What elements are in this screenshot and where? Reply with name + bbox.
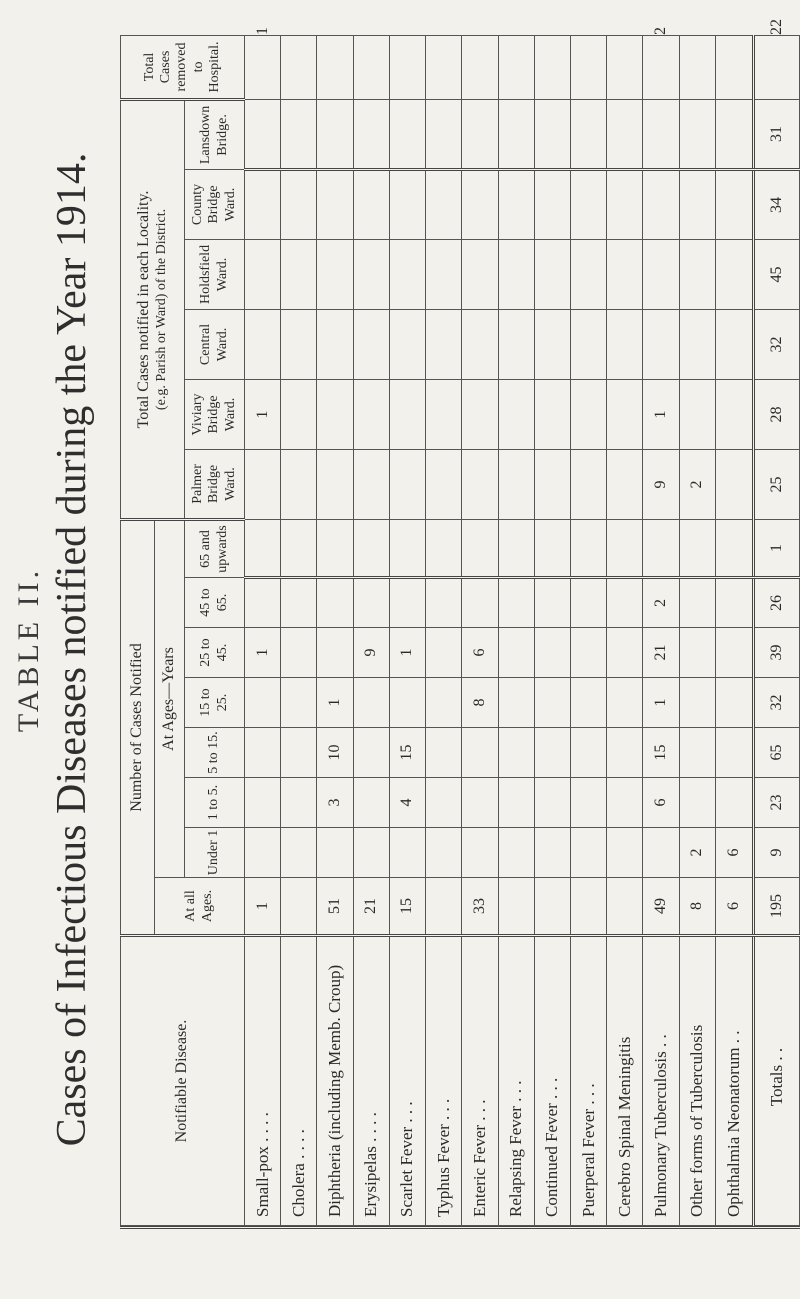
count-cell: [570, 35, 606, 99]
count-cell: [389, 35, 425, 99]
count-cell: [245, 239, 281, 309]
age-band-header: 1 to 5.: [185, 778, 245, 828]
count-cell: [534, 99, 570, 169]
count-cell: [679, 778, 715, 828]
disease-name: Scarlet Fever . . .: [389, 936, 425, 1226]
count-cell: [245, 519, 281, 577]
count-cell: 49: [643, 878, 679, 936]
locality-column-header: Lansdown Bridge.: [185, 99, 245, 169]
count-cell: 4: [389, 778, 425, 828]
count-cell: [679, 99, 715, 169]
count-cell: [389, 828, 425, 878]
table-row: Pulmonary Tuberculosis . . 49 6 15 1 21 2 9 1 2: [643, 35, 679, 1225]
count-cell: [426, 878, 462, 936]
count-cell: [353, 449, 389, 519]
total-cell: 23: [754, 778, 800, 828]
count-cell: [426, 449, 462, 519]
count-cell: [353, 678, 389, 728]
age-band-header: 25 to 45.: [185, 628, 245, 678]
count-cell: [534, 449, 570, 519]
count-cell: [281, 778, 317, 828]
count-cell: 2: [643, 578, 679, 628]
count-cell: [498, 678, 534, 728]
disease-name: Enteric Fever . . .: [462, 936, 498, 1226]
disease-name: Other forms of Tuberculosis: [679, 936, 715, 1226]
total-cell: 32: [754, 309, 800, 379]
total-cell: 34: [754, 169, 800, 239]
count-cell: [317, 35, 353, 99]
age-band-header: 5 to 15.: [185, 728, 245, 778]
count-cell: 1: [317, 678, 353, 728]
count-cell: [462, 169, 498, 239]
count-cell: [715, 628, 753, 678]
count-cell: 33: [462, 878, 498, 936]
count-cell: [607, 728, 643, 778]
count-cell: [643, 35, 679, 99]
count-cell: [426, 628, 462, 678]
locality-column-header: County Bridge Ward.: [185, 169, 245, 239]
count-cell: 6: [715, 828, 753, 878]
count-cell: [281, 239, 317, 309]
count-cell: [715, 449, 753, 519]
table-row: [426, 35, 462, 1225]
count-cell: [317, 519, 353, 577]
count-cell: 1: [245, 379, 281, 449]
disease-name: Cholera . . . .: [281, 936, 317, 1226]
count-cell: [498, 379, 534, 449]
count-cell: [245, 449, 281, 519]
locality-header: [121, 99, 185, 519]
locality-header-note: (e.g. Parish or Ward) of the District.: [153, 208, 169, 411]
count-cell: [317, 309, 353, 379]
table-row: [607, 35, 643, 1225]
count-cell: [534, 169, 570, 239]
total-cell: 45: [754, 239, 800, 309]
count-cell: [353, 309, 389, 379]
disease-name: Small-pox . . . .: [245, 936, 281, 1226]
total-cell: 65: [754, 728, 800, 778]
count-cell: [715, 728, 753, 778]
count-cell: [715, 778, 753, 828]
count-cell: [317, 828, 353, 878]
count-cell: [462, 728, 498, 778]
count-cell: [353, 99, 389, 169]
locality-column-header: Viviary Bridge Ward.: [185, 379, 245, 449]
table-row: Small-pox . . . . 1 1 1 1: [245, 35, 281, 1225]
count-cell: [498, 728, 534, 778]
count-cell: 8: [462, 678, 498, 728]
count-cell: 3: [317, 778, 353, 828]
count-cell: [534, 239, 570, 309]
all-ages-header: At all Ages.: [155, 878, 245, 936]
locality-column-header: Central Ward.: [185, 309, 245, 379]
count-cell: [570, 99, 606, 169]
count-cell: [570, 628, 606, 678]
count-cell: [389, 519, 425, 577]
count-cell: [353, 169, 389, 239]
count-cell: 1: [643, 379, 679, 449]
count-cell: [534, 628, 570, 678]
count-cell: [317, 169, 353, 239]
count-cell: [462, 578, 498, 628]
count-cell: [534, 519, 570, 577]
count-cell: [715, 169, 753, 239]
count-cell: [715, 578, 753, 628]
count-cell: [426, 309, 462, 379]
count-cell: [317, 628, 353, 678]
infectious-diseases-table: [120, 18, 800, 1226]
table-row: [570, 35, 606, 1225]
disease-name: Puerperal Fever . . .: [570, 936, 606, 1226]
total-cell: [754, 35, 800, 99]
disease-name: Erysipelas . . . .: [353, 936, 389, 1226]
count-cell: [426, 578, 462, 628]
count-cell: [462, 239, 498, 309]
age-band-header: Under 1: [185, 828, 245, 878]
count-cell: [643, 169, 679, 239]
table-row: [389, 35, 425, 1225]
total-cell: 32: [754, 678, 800, 728]
count-cell: [643, 239, 679, 309]
count-cell: [534, 678, 570, 728]
count-cell: [607, 99, 643, 169]
count-cell: [317, 449, 353, 519]
count-cell: [607, 309, 643, 379]
number-notified-header: Number of Cases Notified: [121, 519, 155, 935]
count-cell: [498, 578, 534, 628]
count-cell: [498, 239, 534, 309]
disease-header: Notifiable Disease.: [121, 936, 245, 1226]
count-cell: [281, 379, 317, 449]
count-cell: [281, 678, 317, 728]
count-cell: [426, 519, 462, 577]
count-cell: [426, 379, 462, 449]
count-cell: [643, 828, 679, 878]
table-title: Cases of Infectious Diseases notified during the Year 1914.: [49, 152, 95, 1147]
count-cell: [353, 379, 389, 449]
count-cell: [534, 35, 570, 99]
total-cell: 26: [754, 578, 800, 628]
disease-name: Relapsing Fever . . .: [498, 936, 534, 1226]
count-cell: [426, 728, 462, 778]
count-cell: [679, 628, 715, 678]
count-cell: [498, 828, 534, 878]
count-cell: [570, 449, 606, 519]
count-cell: [679, 309, 715, 379]
locality-column-header: Holdsfield Ward.: [185, 239, 245, 309]
count-cell: [715, 519, 753, 577]
count-cell: [353, 778, 389, 828]
count-cell: [570, 878, 606, 936]
count-cell: 9: [353, 628, 389, 678]
count-cell: [534, 309, 570, 379]
count-cell: [498, 169, 534, 239]
count-cell: [534, 778, 570, 828]
count-cell: [317, 379, 353, 449]
count-cell: [426, 828, 462, 878]
count-cell: [607, 678, 643, 728]
total-cell: 195: [754, 878, 800, 936]
count-cell: 51: [317, 878, 353, 936]
count-cell: [607, 169, 643, 239]
count-cell: [281, 578, 317, 628]
count-cell: [317, 239, 353, 309]
count-cell: [426, 678, 462, 728]
count-cell: [607, 449, 643, 519]
count-cell: 1: [643, 678, 679, 728]
count-cell: [570, 309, 606, 379]
count-cell: [570, 778, 606, 828]
count-cell: [353, 35, 389, 99]
count-cell: [643, 99, 679, 169]
locality-column-header: Palmer Bridge Ward.: [185, 449, 245, 519]
ages-header: At Ages—Years: [155, 519, 185, 877]
count-cell: [281, 449, 317, 519]
count-cell: 15: [389, 878, 425, 936]
count-cell: [245, 678, 281, 728]
count-cell: [570, 379, 606, 449]
total-cell: 1: [754, 519, 800, 577]
count-cell: [353, 578, 389, 628]
count-cell: [679, 678, 715, 728]
count-cell: [570, 239, 606, 309]
count-cell: [389, 99, 425, 169]
count-cell: [281, 728, 317, 778]
count-cell: [715, 99, 753, 169]
count-cell: [426, 239, 462, 309]
count-cell: [281, 828, 317, 878]
count-cell: [389, 578, 425, 628]
age-band-header: 45 to 65.: [185, 578, 245, 628]
disease-name: Cerebro Spinal Meningitis: [607, 936, 643, 1226]
count-cell: [498, 628, 534, 678]
count-cell: [353, 728, 389, 778]
age-band-header: 65 and upwards: [185, 519, 245, 577]
count-cell: [389, 239, 425, 309]
count-cell: [281, 99, 317, 169]
removed-header: Total Cases removed to Hospital.: [121, 35, 245, 99]
count-cell: [498, 309, 534, 379]
count-cell: [498, 878, 534, 936]
count-cell: [389, 678, 425, 728]
count-cell: [389, 309, 425, 379]
count-cell: [534, 728, 570, 778]
table-row: [462, 35, 498, 1225]
count-cell: [715, 379, 753, 449]
count-cell: 21: [643, 628, 679, 678]
table-row: [679, 35, 715, 1225]
total-cell: 9: [754, 828, 800, 878]
count-cell: [317, 99, 353, 169]
count-cell: [426, 778, 462, 828]
disease-name: Continued Fever . . .: [534, 936, 570, 1226]
count-cell: [498, 449, 534, 519]
total-cell: 25: [754, 449, 800, 519]
table-row: [715, 35, 753, 1225]
count-cell: [607, 828, 643, 878]
total-cell: 39: [754, 628, 800, 678]
count-cell: [462, 519, 498, 577]
count-cell: [353, 239, 389, 309]
count-cell: [534, 828, 570, 878]
count-cell: [607, 379, 643, 449]
disease-name: Ophthalmia Neonatorum . .: [715, 936, 753, 1226]
count-cell: [715, 678, 753, 728]
disease-name: Pulmonary Tuberculosis . .: [643, 936, 679, 1226]
count-cell: [245, 728, 281, 778]
count-cell: [679, 519, 715, 577]
count-cell: [679, 578, 715, 628]
count-cell: [426, 169, 462, 239]
count-cell: [317, 578, 353, 628]
table-row: [534, 35, 570, 1225]
count-cell: 8: [679, 878, 715, 936]
totals-row: Totals . . 195 9 23 65 32 39 26 1 25 28 32 45 34 31 22: [754, 35, 800, 1225]
count-cell: [462, 778, 498, 828]
count-cell: [607, 519, 643, 577]
count-cell: [570, 728, 606, 778]
count-cell: [245, 99, 281, 169]
table-number: TABLE II.: [12, 566, 45, 733]
count-cell: [389, 169, 425, 239]
count-cell: [607, 578, 643, 628]
count-cell: 1: [245, 878, 281, 936]
table-row: [353, 35, 389, 1225]
count-cell: [534, 878, 570, 936]
count-cell: [643, 309, 679, 379]
total-cell: 31: [754, 99, 800, 169]
count-cell: [462, 828, 498, 878]
count-cell: 9: [643, 449, 679, 519]
count-cell: 2: [679, 828, 715, 878]
table-body: [245, 18, 800, 1225]
count-cell: [389, 379, 425, 449]
count-cell: [389, 449, 425, 519]
count-cell: [715, 239, 753, 309]
count-cell: [679, 169, 715, 239]
count-cell: [245, 309, 281, 379]
count-cell: [570, 678, 606, 728]
count-cell: [281, 628, 317, 678]
count-cell: [462, 449, 498, 519]
count-cell: [643, 519, 679, 577]
count-cell: [426, 35, 462, 99]
count-cell: [607, 628, 643, 678]
count-cell: [607, 778, 643, 828]
count-cell: [462, 379, 498, 449]
count-cell: [715, 35, 753, 99]
disease-name: Typhus Fever . . .: [426, 936, 462, 1226]
count-cell: [426, 99, 462, 169]
totals-label: Totals . .: [754, 936, 800, 1226]
count-cell: 1: [389, 628, 425, 678]
count-cell: [245, 35, 281, 99]
count-cell: [607, 878, 643, 936]
count-cell: [281, 35, 317, 99]
count-cell: [498, 519, 534, 577]
count-cell: [353, 519, 389, 577]
count-cell: [462, 309, 498, 379]
age-band-header: 15 to 25.: [185, 678, 245, 728]
count-cell: 15: [643, 728, 679, 778]
count-cell: [462, 99, 498, 169]
count-cell: [281, 309, 317, 379]
count-cell: [245, 778, 281, 828]
count-cell: [679, 35, 715, 99]
count-cell: 15: [389, 728, 425, 778]
locality-header-main: Total Cases notified in each Locality.: [135, 190, 153, 429]
count-cell: 1: [245, 628, 281, 678]
count-cell: [498, 778, 534, 828]
count-cell: 10: [317, 728, 353, 778]
count-cell: 6: [462, 628, 498, 678]
count-cell: [245, 828, 281, 878]
count-cell: [715, 309, 753, 379]
count-cell: [534, 578, 570, 628]
table-row: [317, 35, 353, 1225]
table-row: [281, 35, 317, 1225]
count-cell: 6: [715, 878, 753, 936]
count-cell: [281, 169, 317, 239]
count-cell: [679, 728, 715, 778]
count-cell: 2: [679, 449, 715, 519]
count-cell: [607, 239, 643, 309]
table-frame: [120, 18, 800, 1229]
count-cell: [607, 35, 643, 99]
count-cell: [462, 35, 498, 99]
count-cell: [534, 379, 570, 449]
count-cell: [679, 239, 715, 309]
count-cell: [498, 35, 534, 99]
count-cell: [679, 379, 715, 449]
count-cell: 21: [353, 878, 389, 936]
count-cell: [245, 169, 281, 239]
count-cell: [570, 828, 606, 878]
total-cell: 28: [754, 379, 800, 449]
count-cell: [281, 519, 317, 577]
count-cell: [281, 878, 317, 936]
count-cell: [570, 169, 606, 239]
count-cell: 6: [643, 778, 679, 828]
disease-name: Diphtheria (including Memb. Croup): [317, 936, 353, 1226]
count-cell: [570, 578, 606, 628]
count-cell: [245, 578, 281, 628]
count-cell: [353, 828, 389, 878]
table-row: [498, 35, 534, 1225]
count-cell: [570, 519, 606, 577]
count-cell: [498, 99, 534, 169]
